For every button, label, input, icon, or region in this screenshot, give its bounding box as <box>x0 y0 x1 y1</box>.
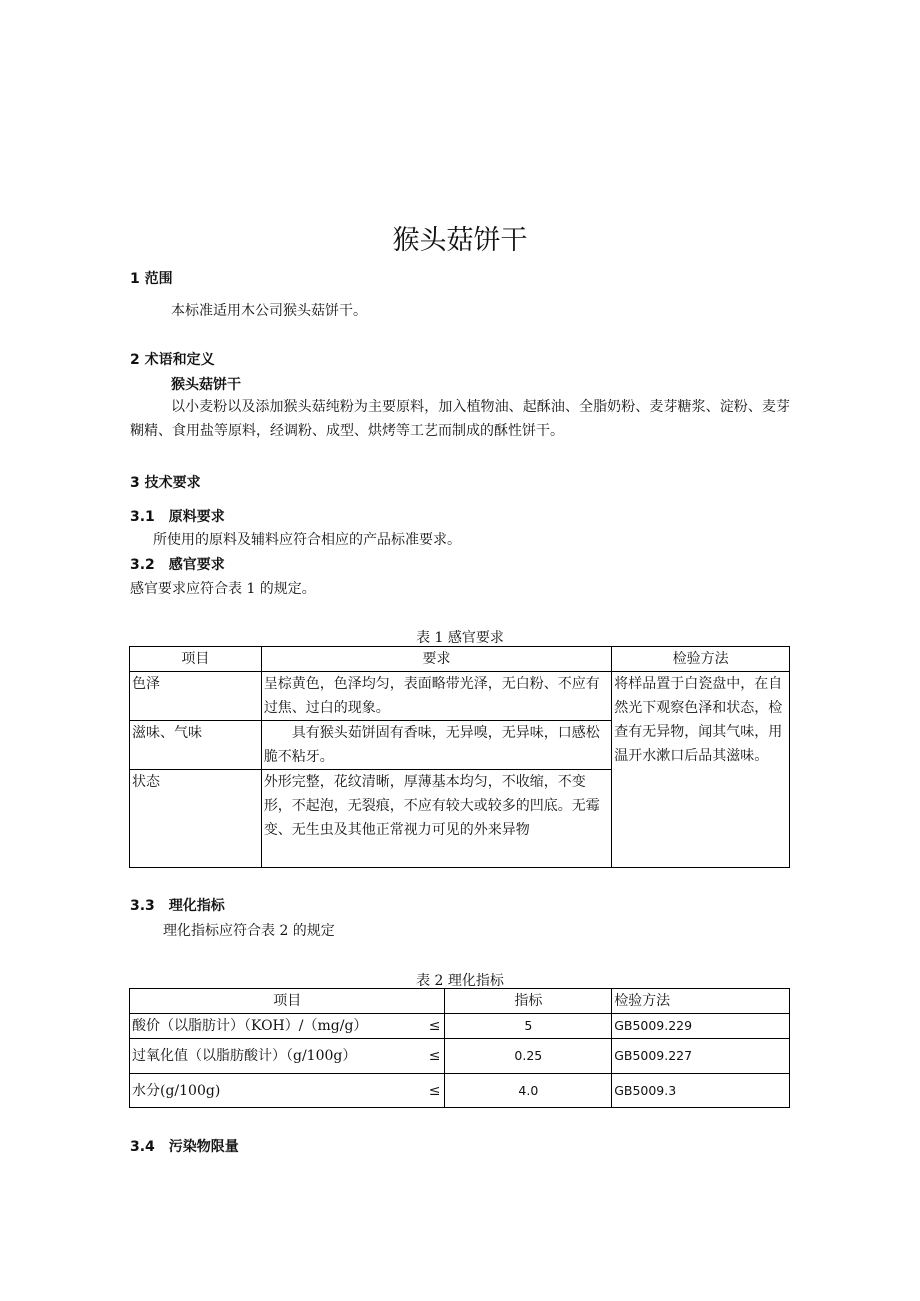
table-2-header-value: 指标 <box>445 989 612 1014</box>
table-row <box>130 1039 445 1074</box>
table-row-req: 外形完整，花纹清晰，厚薄基本均匀，不收缩，不变形，不起泡，无裂痕，不应有较大或较多的凹底。无霉变、无生虫及其他正常视力可见的外来异物 <box>261 770 611 868</box>
sensory-table <box>129 646 790 868</box>
section-3-1-heading: 3.1 原料要求 <box>130 509 225 525</box>
row-value: 0.25 <box>445 1039 612 1074</box>
section-3-1-text: 所使用的原料及辅料应符合相应的产品标准要求。 <box>153 532 461 548</box>
section-3-heading: 3 技术要求 <box>130 475 201 491</box>
table-1-method: 将样品置于白瓷盘中，在自然光下观察色泽和状态，检查有无异物，闻其气味，用温开水漱口后品其滋味。 <box>612 672 790 868</box>
document-title: 猴头菇饼干 <box>392 225 528 256</box>
table-row <box>130 1074 445 1108</box>
table-2-header-item: 项目 <box>130 989 445 1014</box>
less-equal-sign: ≤ <box>428 1048 441 1064</box>
section-1-text: 本标准适用木公司猴头菇饼干。 <box>171 303 367 319</box>
table-row <box>130 1014 445 1039</box>
section-3-3-heading: 3.3 理化指标 <box>130 898 225 914</box>
row-method: GB5009.227 <box>612 1039 790 1074</box>
table-row-req: 具有猴头茹饼固有香味，无异嗅，无异味，口感松脆不粘牙。 <box>261 721 611 770</box>
section-3-2-text: 感官要求应符合表 1 的规定。 <box>130 581 316 597</box>
term-definition: 以小麦粉以及添加猴头菇纯粉为主要原料，加入植物油、起酥油、全脂奶粉、麦芽糖浆、淀粉、麦芽糊精、食用盐等原料，经调粉、成型、烘烤等工艺而制成的酥性饼干。 <box>130 399 790 439</box>
row-method: GB5009.3 <box>612 1074 790 1108</box>
table-row-item: 色泽 <box>130 672 262 721</box>
table-row-req: 呈棕黄色，色泽均匀，表面略带光泽，无白粉、不应有过焦、过白的现象。 <box>261 672 611 721</box>
section-3-3-text: 理化指标应符合表 2 的规定 <box>163 923 335 939</box>
row-item: 酸价（以脂肪计）（KOH）/（mg/g） <box>132 1018 368 1034</box>
table-2-caption: 表 2 理化指标 <box>416 973 504 989</box>
table-1-header-method: 检验方法 <box>612 647 790 672</box>
section-2-heading: 2 术语和定义 <box>130 352 215 368</box>
table-row-item: 滋味、气味 <box>130 721 262 770</box>
row-value: 5 <box>445 1014 612 1039</box>
section-1-heading: 1 范围 <box>130 271 173 287</box>
table-row-item: 状态 <box>130 770 262 868</box>
section-3-4-heading: 3.4 污染物限量 <box>130 1139 239 1155</box>
table-2-header-method: 检验方法 <box>612 989 790 1014</box>
section-3-2-heading: 3.2 感官要求 <box>130 557 225 573</box>
table-1-header-req: 要求 <box>261 647 611 672</box>
physicochemical-table <box>129 988 790 1108</box>
row-item: 过氧化值（以脂肪酸计）（g/100g） <box>132 1048 357 1064</box>
table-1-caption: 表 1 感官要求 <box>416 630 504 646</box>
table-1-header-item: 项目 <box>130 647 262 672</box>
row-method: GB5009.229 <box>612 1014 790 1039</box>
row-item: 水分(g/100g) <box>132 1082 221 1099</box>
row-value: 4.0 <box>445 1074 612 1108</box>
term-name: 猴头菇饼干 <box>171 377 241 393</box>
less-equal-sign: ≤ <box>428 1018 441 1034</box>
less-equal-sign: ≤ <box>428 1082 441 1099</box>
